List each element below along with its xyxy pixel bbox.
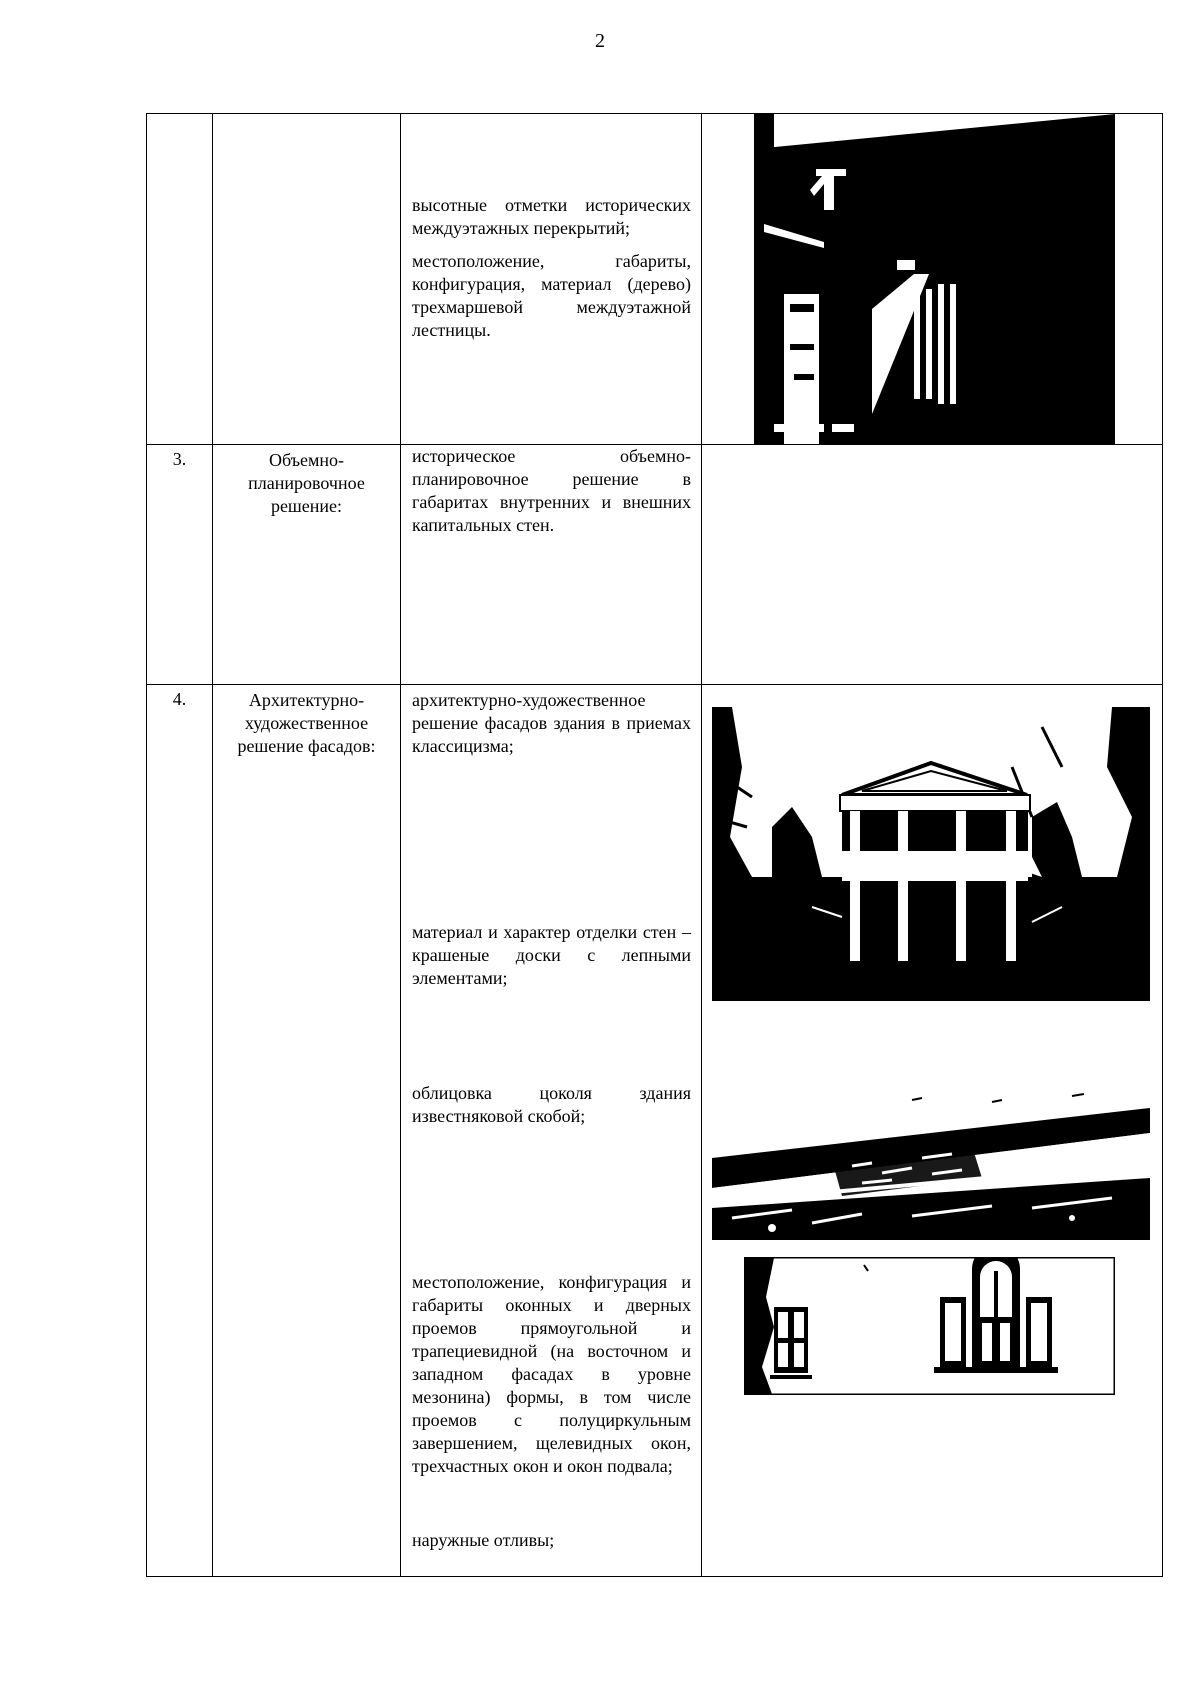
desc-paragraph: архитектурно-художественное решение фасадов здания в приемах классицизма; <box>412 690 691 756</box>
row-image-cell <box>702 685 1163 1577</box>
row-title: Архитектурно-художественное решение фасадов: <box>213 685 401 1577</box>
row-description <box>401 114 702 445</box>
facade-portico-photo <box>712 707 1150 1001</box>
row-title <box>213 114 401 445</box>
table-row <box>147 445 1163 685</box>
row-number: 4. <box>147 685 213 1577</box>
row-title: Объемно-планировочное решение: <box>213 445 401 685</box>
row-image-cell <box>702 114 1163 445</box>
desc-paragraph: историческое объемно-планировочное решение в габаритах внутренних и внешних капитальных стен. <box>412 446 691 535</box>
table-row <box>147 685 1163 1577</box>
desc-paragraph: высотные отметки исторических междуэтажных перекрытий; <box>412 195 691 238</box>
desc-paragraph: материал и характер отделки стен – крашеные доски с лепными элементами; <box>412 922 691 988</box>
table-row <box>147 114 1163 445</box>
desc-paragraph: местоположение, конфигурация и габариты оконных и дверных проемов прямоугольной и трапециевидной (на восточном и западном фасадах в уровне мезонина) формы, в том числе проемов с полуциркульным завершением, щелевидных окон, трехчастных окон и окон подвала; <box>412 1272 691 1476</box>
desc-paragraph: облицовка цоколя здания известняковой скобой; <box>412 1083 691 1126</box>
row-image-cell <box>702 445 1163 685</box>
page-number: 2 <box>595 30 605 52</box>
desc-paragraph: наружные отливы; <box>412 1530 555 1550</box>
windows-photo <box>744 1257 1115 1395</box>
row-number: 3. <box>147 445 213 685</box>
desc-paragraph: местоположение, габариты, конфигурация, материал (дерево) трехмаршевой междуэтажной лестницы. <box>412 251 691 340</box>
staircase-photo <box>754 114 1115 445</box>
row-number <box>147 114 213 445</box>
row-description <box>401 445 702 685</box>
row-description <box>401 685 702 1577</box>
plinth-stone-photo <box>712 1088 1150 1240</box>
heritage-table <box>146 113 1163 1577</box>
